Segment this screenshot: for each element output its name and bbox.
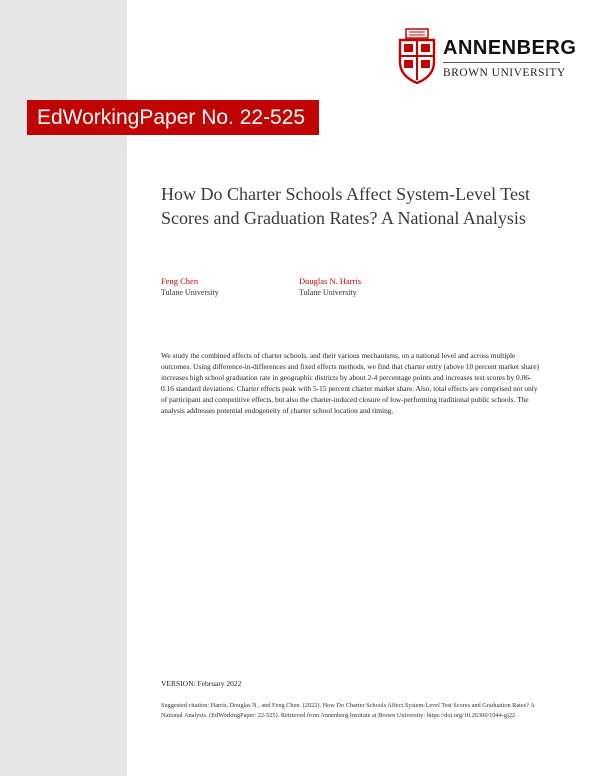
author-affiliation: Tulane University	[299, 288, 357, 297]
brown-shield-icon	[398, 28, 436, 84]
author-block	[299, 276, 429, 298]
institute-name: ANNENBERG	[443, 37, 577, 59]
author-name: Douglas N. Harris	[299, 276, 362, 286]
author-affiliation: Tulane University	[161, 288, 219, 297]
university-name: BROWN UNIVERSITY	[443, 67, 566, 79]
version-line: VERSION: February 2022	[161, 679, 242, 688]
logo-divider	[443, 62, 560, 63]
author-name: Feng Chen	[161, 276, 199, 286]
institute-logo	[398, 28, 577, 88]
paper-title: How Do Charter Schools Affect System-Level Test Scores and Graduation Rates? A National Analysis	[161, 184, 531, 228]
series-banner: EdWorkingPaper No. 22-525	[27, 100, 319, 135]
author-block	[161, 276, 291, 298]
suggested-citation: Suggested citation: Harris, Douglas N., and Feng Chen. (2022). How Do Charter Schools Affect System-Level Test Scores and Graduation Rates? A National Analysis. (EdWorkingPaper: 22-525). Retrieved from Annenberg Institute at Brown University: https://doi.org/10.26300/1044-gj22	[161, 702, 535, 719]
abstract: We study the combined effects of charter schools, and their various mechanisms, on a national level and across multiple outcomes. Using difference-in-differences and fixed effects methods, we find that charter entry (above 10 percent market share) increases high school graduation rate in geographic districts by about 2-4 percentage points and increases test scores by 0.06-0.16 standard deviations. Charter effects peak with 5-15 percent charter market share. Also, total effects are comprised not only of participant and competitive effects, but also the charter-induced closure of low-performing traditional public schools. The analysis addresses potential endogeneity of charter school location and timing.	[161, 351, 539, 415]
